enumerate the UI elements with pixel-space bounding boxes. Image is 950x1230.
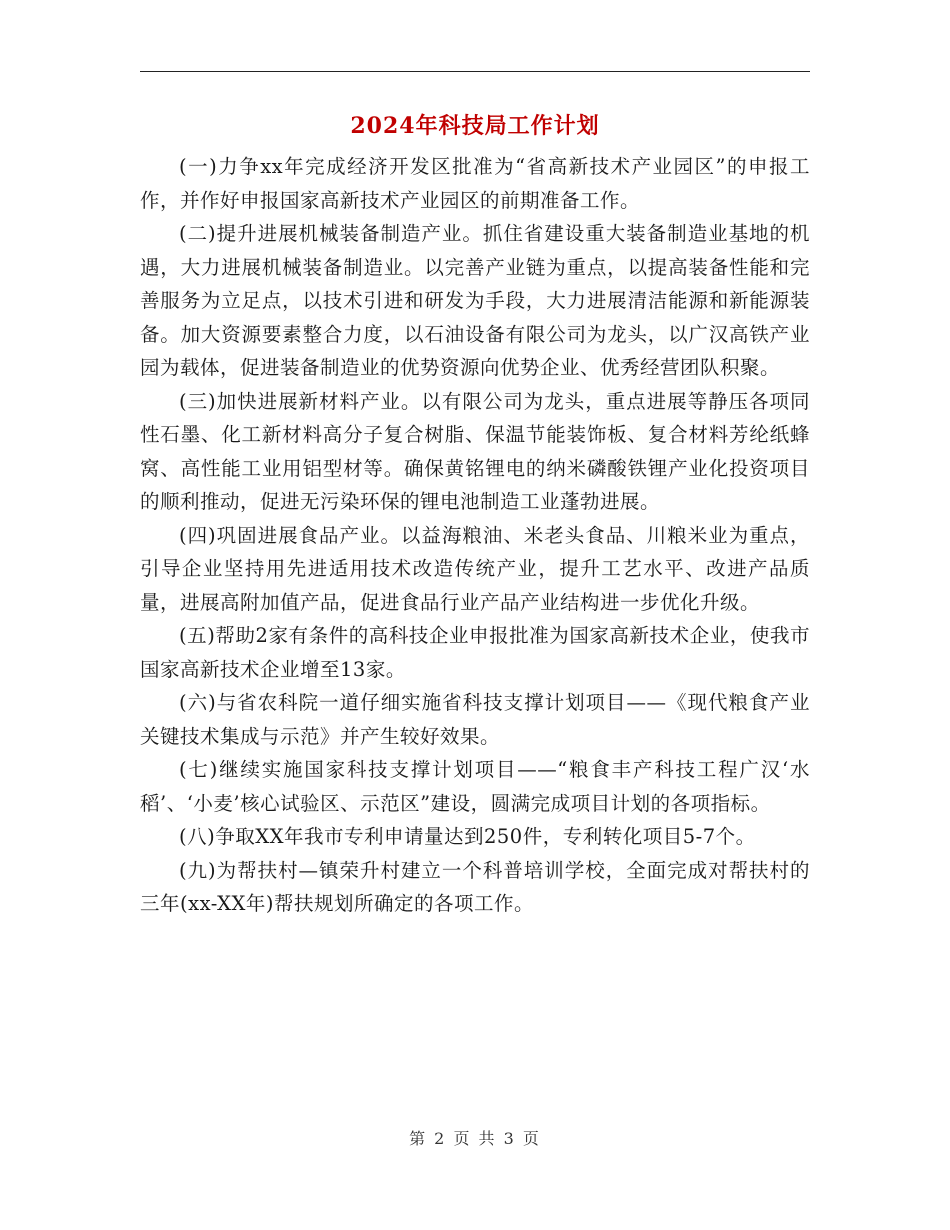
paragraph-1: (一)力争xx年完成经济开发区批准为“省高新技术产业园区”的申报工作，并作好申报国家高新技术产业园区的前期准备工作。 (140, 155, 810, 212)
paragraph-7: (七)继续实施国家科技支撑计划项目——“粮食丰产科技工程广汉‘水稻’、‘小麦’核心试验区、示范区”建设，圆满完成项目计划的各项指标。 (140, 758, 810, 815)
paragraph-6: (六)与省农科院一道仔细实施省科技支撑计划项目——《现代粮食产业关键技术集成与示范》并产生较好效果。 (140, 691, 810, 748)
paragraph-5: (五)帮助2家有条件的高科技企业申报批准为国家高新技术企业，使我市国家高新技术企业增至13家。 (140, 624, 810, 681)
paragraph-3: (三)加快进展新材料产业。以有限公司为龙头，重点进展等静压各项同性石墨、化工新材料高分子复合树脂、保温节能装饰板、复合材料芳纶纸蜂窝、高性能工业用铝型材等。确保黄铭锂电的纳米磷酸铁锂产业化投资项目的顺利推动，促进无污染环保的锂电池制造工业蓬勃进展。 (140, 389, 810, 513)
paragraph-9: (九)为帮扶村—镇荣升村建立一个科普培训学校，全面完成对帮扶村的三年(xx-XX年)帮扶规划所确定的各项工作。 (140, 858, 810, 915)
document-title: 2024年科技局工作计划 (350, 113, 600, 139)
paragraph-8: (八)争取XX年我市专利申请量达到250件，专利转化项目5-7个。 (179, 825, 756, 848)
paragraph-4: (四)巩固进展食品产业。以益海粮油、米老头食品、川粮米业为重点，引导企业坚持用先进适用技术改造传统产业，提升工艺水平、改进产品质量，进展高附加值产品，促进食品行业产品产业结构进一步优化升级。 (140, 523, 810, 614)
header-rule (140, 71, 810, 72)
document-body (140, 150, 810, 921)
paragraph-2: (二)提升进展机械装备制造产业。抓住省建设重大装备制造业基地的机遇，大力进展机械装备制造业。以完善产业链为重点，以提高装备性能和完善服务为立足点，以技术引进和研发为手段，大力进展清洁能源和新能源装备。加大资源要素整合力度，以石油设备有限公司为龙头，以广汉高铁产业园为载体，促进装备制造业的优势资源向优势企业、优秀经营团队积聚。 (140, 222, 810, 379)
page-number: 第 2 页 共 3 页 (409, 1129, 541, 1148)
